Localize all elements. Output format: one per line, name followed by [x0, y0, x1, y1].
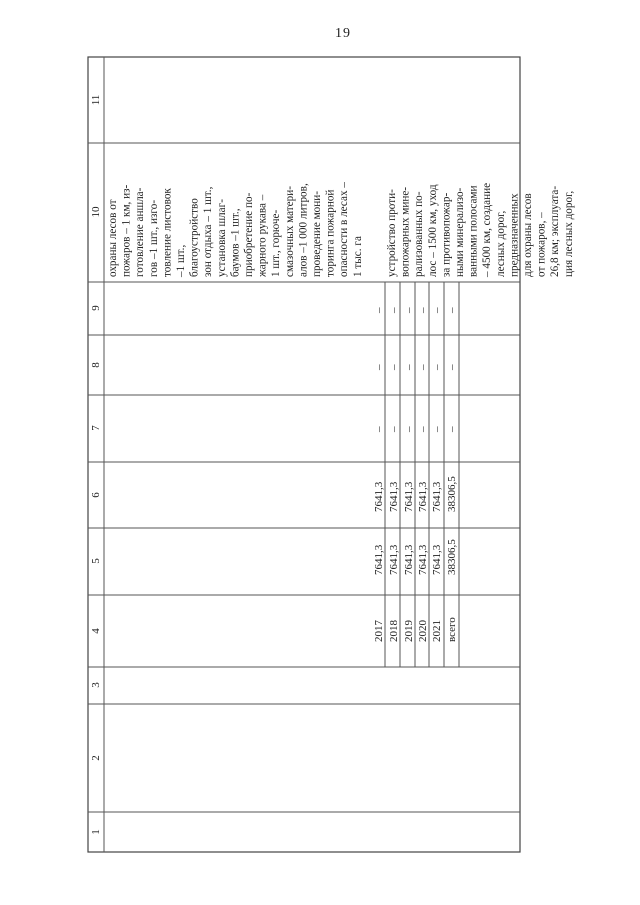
cell-col6: 7641,3 [388, 481, 400, 512]
cell-year: 2018 [388, 620, 400, 642]
table-frame [88, 57, 520, 852]
header-number: 3 [90, 682, 102, 688]
col10-text-line: жарного рукава – [256, 194, 269, 277]
col10-text-line: ванными полосами [467, 185, 480, 277]
header-number: 10 [90, 206, 102, 218]
page-number: 19 [335, 26, 351, 41]
cell-col8: – [388, 364, 400, 370]
col10-text-line: гов –1 шт., изго- [147, 199, 160, 277]
header-number: 4 [90, 628, 102, 634]
col10-text-line: товление листовок [161, 188, 174, 277]
col10-text-line: лесных дорог, [494, 210, 507, 277]
col10-text-line: 1 тыс. га [351, 236, 364, 277]
cell-col8: – [373, 364, 385, 370]
row-lines [385, 282, 459, 667]
cell-col7: – [431, 426, 443, 432]
cell-col8: – [417, 364, 429, 370]
col10-text-line: проведение мони- [311, 191, 323, 277]
cell-year: 2019 [403, 620, 415, 642]
header-number: 2 [90, 755, 102, 761]
cell-col5: 7641,3 [403, 544, 415, 575]
cell-col5: 7641,3 [373, 544, 385, 575]
col10-text-line: ными минерализо- [454, 187, 466, 277]
col10-text-line: опасности в лесах – [338, 182, 351, 277]
cell-col5: 7641,3 [417, 544, 429, 575]
cell-col5: 7641,3 [388, 544, 400, 575]
header-number: 6 [90, 492, 102, 498]
cell-year: всего [446, 617, 458, 642]
col10-text-line: за противопожар- [440, 192, 453, 277]
cell-col5: 38306,5 [446, 539, 458, 575]
col10-text-line: благоустройство [188, 198, 201, 277]
col10-text-line: лос – 1500 км, уход [426, 184, 439, 277]
col10-text-line: торинга пожарной [324, 189, 337, 277]
col10-text-line: рализованных по- [413, 191, 426, 277]
cell-col6: 7641,3 [373, 481, 385, 512]
cell-year: 2017 [373, 620, 385, 642]
col10-text-line: ция лесных дорог, [562, 190, 575, 277]
col10-text-line: приобретение по- [243, 192, 255, 277]
col10-text-line: устройство проти- [386, 189, 398, 277]
col10-text-line: –1 шт., [175, 244, 187, 277]
cell-col5: 7641,3 [431, 544, 443, 575]
cell-col6: 7641,3 [403, 481, 415, 512]
col10-text-line: алов –1 000 литров, [297, 183, 310, 277]
col10-text-line: баумов –1 шт., [229, 208, 242, 277]
col10-text-line: от пожаров, – [535, 212, 548, 277]
header-number: 1 [90, 829, 102, 835]
cell-col6: 7641,3 [417, 481, 429, 512]
header-number: 7 [90, 425, 102, 431]
col10-text-line: смазочных матери- [283, 186, 296, 277]
cell-col9: – [388, 307, 400, 313]
cell-col8: – [446, 364, 458, 370]
header-number: 9 [90, 305, 102, 311]
header-number: 11 [90, 94, 102, 106]
cell-col7: – [446, 426, 458, 432]
cell-col6: 7641,3 [431, 481, 443, 512]
col10-text-line: пожаров – 1 км, из- [120, 184, 133, 277]
cell-col9: – [446, 307, 458, 313]
col10-text-line: для охраны лесов [522, 193, 534, 277]
col10-text-line: 1 шт., горюче- [270, 209, 283, 277]
col10-text-line: установка шлаг- [215, 199, 228, 277]
col10-text-line: вопожарных мине- [399, 186, 412, 277]
col10-text-line: 26,8 км; эксплуата- [549, 185, 562, 277]
cell-year: 2020 [417, 620, 429, 642]
col10-text-line: готовление аншла- [134, 187, 147, 277]
col10-text-line: охраны лесов от [107, 199, 119, 277]
cell-col8: – [431, 364, 443, 370]
cell-col8: – [403, 364, 415, 370]
header-number: 8 [90, 362, 102, 368]
cell-col9: – [417, 307, 429, 313]
cell-year: 2021 [431, 620, 443, 642]
cell-col6: 38306,5 [446, 476, 458, 512]
cell-col9: – [403, 307, 415, 313]
cell-col7: – [373, 426, 385, 432]
col10-text-line: – 4500 км, создание [481, 182, 494, 277]
header-number: 5 [90, 558, 102, 564]
cell-col7: – [403, 426, 415, 432]
cell-col7: – [388, 426, 400, 432]
cell-col9: – [431, 307, 443, 313]
col10-text-line: зон отдыха – 1 шт., [202, 186, 215, 277]
col10-text-line: предназначенных [508, 193, 521, 277]
cell-col7: – [417, 426, 429, 432]
cell-col9: – [373, 307, 385, 313]
